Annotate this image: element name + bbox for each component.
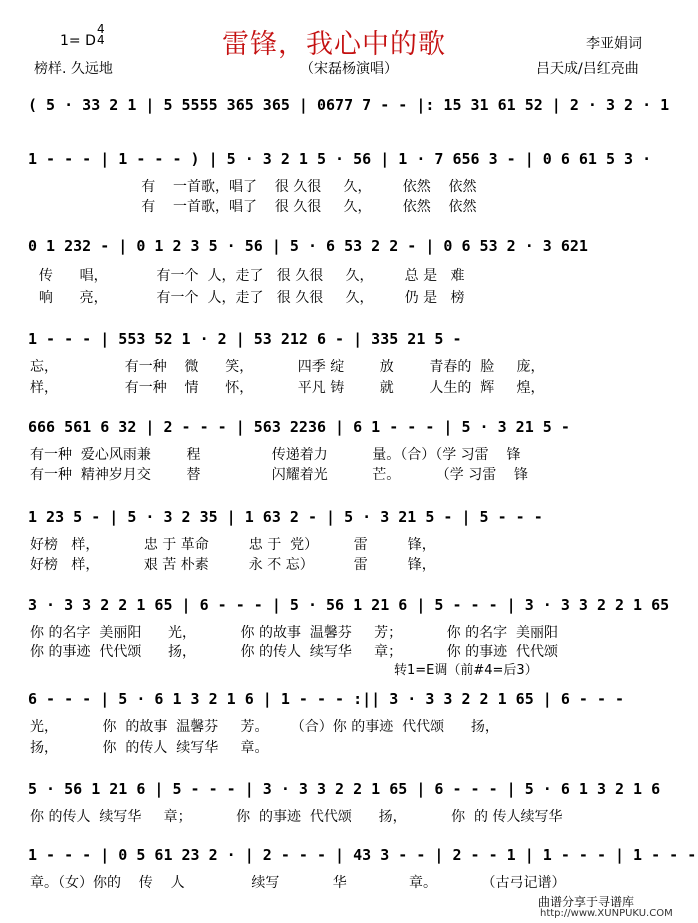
notation: 3 · 3 3 2 2 1 65 | 6 - - - | 5 · 56 1 21 6 | 5 - - - | 3 · 3 3 2 2 1 65 bbox=[28, 596, 670, 614]
time-signature bbox=[97, 24, 105, 46]
notation: 5 · 56 1 21 6 | 5 - - - | 3 · 3 3 2 2 1 65 | 6 - - - | 5 · 6 1 3 2 1 6 bbox=[28, 780, 661, 798]
lyric-verse-1: 光， 你 的故事 温馨芬 芳。 （合）你 的事迹 代代颂 扬， bbox=[30, 719, 499, 735]
lyric-verse-1: 你 的传人 续写华 章； 你 的事迹 代代颂 扬， 你 的 传人续写华 bbox=[30, 809, 563, 825]
lyricist: 李亚娟词 bbox=[586, 36, 642, 52]
footer-credit: 曲谱分享于寻谱库 bbox=[538, 895, 635, 909]
lyric-verse-1: 章。（女）你的 传 人 续写 华 章。 （古弓记谱） bbox=[30, 875, 566, 891]
notation: ( 5 · 33 2 1 | 5 5555 365 365 | 0677 7 - - |: 15 31 61 52 | 2 · 3 2 · 1 bbox=[28, 96, 670, 114]
lyric-verse-2: 有一种 精神岁月交 替 闪耀着光 芒。 （学 习雷 锋 bbox=[30, 467, 529, 483]
lyric-verse-2: 样， 有一种 情 怀， 平凡 铸 就 人生的 辉 煌， bbox=[30, 380, 545, 396]
lyric-verse-1: 有 一首歌，唱了 很 久很 久， 依然 依然 bbox=[30, 179, 477, 195]
key-change-annotation: 转1=E调（前#4=后3） bbox=[394, 663, 538, 678]
watermark[interactable]: http://www.XUNPUKU.COM bbox=[540, 908, 673, 919]
notation: 1 - - - | 553 52 1 · 2 | 53 212 6 - | 335 21 5 - bbox=[28, 330, 462, 348]
lyric-verse-1: 传 唱， 有一个 人，走了 很 久很 久， 总 是 难 bbox=[30, 268, 465, 284]
lyric-verse-2: 响 亮， 有一个 人，走了 很 久很 久， 仍 是 榜 bbox=[30, 290, 465, 306]
notation: 6 - - - | 5 · 6 1 3 2 1 6 | 1 - - - :|| 3 · 3 3 2 2 1 65 | 6 - - - bbox=[28, 690, 625, 708]
lyric-verse-1: 有一种 爱心风雨兼 程 传递着力 量。（合）（学 习雷 锋 bbox=[30, 447, 521, 463]
key-signature: 1= D bbox=[60, 33, 96, 49]
notation: 0 1 232 - | 0 1 2 3 5 · 56 | 5 · 6 53 2 2 - | 0 6 53 2 · 3 621 bbox=[28, 237, 588, 255]
lyric-verse-1: 你 的名字 美丽阳 光， 你 的故事 温馨芬 芳； 你 的名字 美丽阳 bbox=[30, 625, 559, 641]
performer: （宋磊杨演唱） bbox=[300, 61, 398, 77]
notation: 1 - - - | 0 5 61 23 2 · | 2 - - - | 43 3 - - | 2 - - 1 | 1 - - - | 1 - - - bbox=[28, 846, 697, 864]
lyric-verse-2: 有 一首歌，唱了 很 久很 久， 依然 依然 bbox=[30, 199, 477, 215]
meter-top: 4 bbox=[97, 22, 105, 36]
composer: 吕天成/吕红亮曲 bbox=[536, 61, 639, 77]
lyric-verse-2: 好榜 样， 艰 苦 朴素 永 不 忘） 雷 锋， bbox=[30, 557, 436, 573]
tempo-marking: 榜样. 久远地 bbox=[34, 61, 113, 77]
lyric-verse-2: 扬， 你 的传人 续写华 章。 bbox=[30, 740, 269, 756]
page-title: 雷锋，我心中的歌 bbox=[222, 29, 446, 60]
meter-bottom: 4 bbox=[97, 33, 105, 47]
notation: 1 - - - | 1 - - - ) | 5 · 3 2 1 5 · 56 | 1 · 7 656 3 - | 0 6 61 5 3 · bbox=[28, 150, 652, 168]
notation: 1 23 5 - | 5 · 3 2 35 | 1 63 2 - | 5 · 3 21 5 - | 5 - - - bbox=[28, 508, 543, 526]
lyric-verse-1: 忘， 有一种 微 笑， 四季 绽 放 青春的 脸 庞， bbox=[30, 359, 545, 375]
lyric-verse-2: 你 的事迹 代代颂 扬， 你 的传人 续写华 章； 你 的事迹 代代颂 bbox=[30, 644, 559, 660]
lyric-verse-1: 好榜 样， 忠 于 革命 忠 于 党） 雷 锋， bbox=[30, 537, 436, 553]
notation: 666 561 6 32 | 2 - - - | 563 2236 | 6 1 - - - | 5 · 3 21 5 - bbox=[28, 418, 570, 436]
